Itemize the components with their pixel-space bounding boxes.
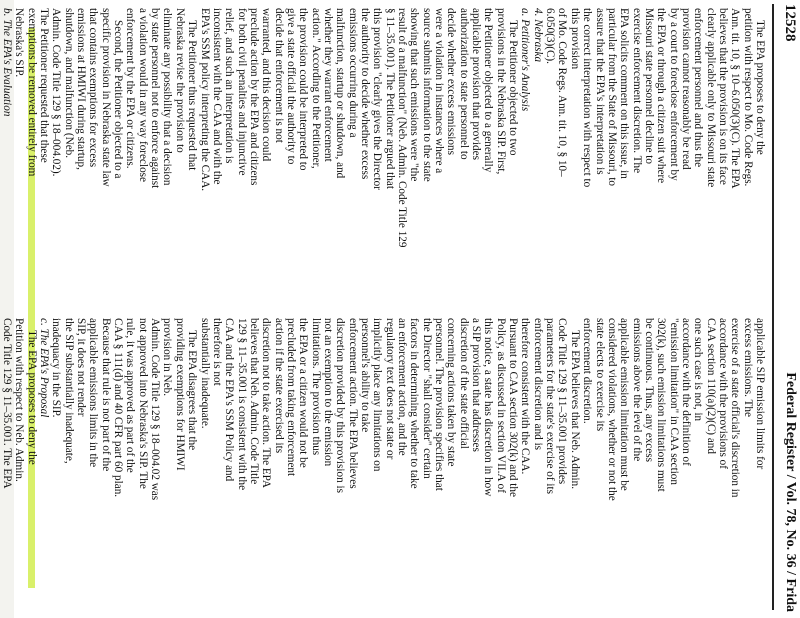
- right-column-line: one such case is not, in: [692, 318, 705, 422]
- right-column-line: Pursuant to CAA section 302(k) and the: [507, 318, 520, 497]
- left-column-line: Nebraska's SIP.: [13, 8, 26, 78]
- left-column-line: a violation would in any way foreclose: [136, 8, 149, 182]
- left-column-line: applicable provision that provides: [470, 8, 483, 160]
- left-column-line: the authority to decide whether excess: [359, 8, 371, 180]
- right-column-line: action if the state exercised its: [272, 318, 285, 454]
- left-column-line: Missouri state personnel decline to: [642, 8, 655, 164]
- left-column-line: enforcement by the EPA or citizens.: [124, 8, 137, 169]
- left-column-line: by a court to foreclose enforcement by: [667, 8, 680, 181]
- left-column-line: EPA's SSM policy interpreting the CAA.: [198, 8, 211, 192]
- left-column-line: petition with respect to Mo. Code Regs.: [741, 8, 754, 187]
- left-column-line: emissions at HMIWI during startup,: [75, 8, 88, 170]
- left-column-line: provision cannot reasonably be read: [679, 8, 692, 170]
- right-column-line: SIP, it does not render: [75, 318, 88, 417]
- right-column-line: the SIP substantially inadequate,: [62, 318, 75, 464]
- right-column-line: emissions above the level of the: [630, 318, 643, 462]
- right-column-line: applicable emissions limits in the: [87, 318, 100, 468]
- left-column-line: result of a malfunction" (Neb. Admin. Code Title 129: [396, 8, 409, 248]
- right-column-line: providing exemptions for HMIWI: [173, 318, 186, 471]
- left-column-line: clearly applicable only to Missouri state: [704, 8, 717, 188]
- right-column-line: CAA section 110(a)(2)(C) and: [704, 318, 717, 454]
- right-column-line: the EPA or a citizen would not be: [297, 318, 310, 468]
- left-column-line: decide that enforcement is not: [272, 8, 285, 143]
- right-column-line: applicable SIP emission limits for: [754, 318, 766, 470]
- left-column-line: relief, and such an interpretation is: [223, 8, 236, 164]
- right-column-line: not an exemption to the emission: [321, 318, 334, 467]
- right-column-line: provision in Neb.: [161, 318, 174, 396]
- right-column-line: limitations. The provision thus: [309, 318, 322, 456]
- right-column-line: considered violations, whether or not the: [605, 318, 618, 501]
- right-column-line: 302(k), such emission limitations must: [655, 318, 668, 492]
- right-column-line: parameters for the state's exercise of its: [544, 318, 557, 494]
- right-column-line: rule, it was approved as part of the: [124, 318, 137, 473]
- left-column-line: provisions in the Nebraska SIP. First,: [494, 8, 507, 175]
- right-column-line: personnel. The provision specifies that: [433, 318, 446, 491]
- left-column-heading: a. Petitioner's Analysis: [519, 8, 532, 112]
- right-column-line: the Director "shall consider" certain: [420, 318, 433, 479]
- left-column-line: Admin. Code Title 129 § 18–004.02).: [50, 8, 63, 177]
- left-column-line: The EPA proposes to deny the: [754, 20, 766, 155]
- left-column-line: [0, 8, 1, 308]
- right-column-line: discretion not to take action. The EPA: [260, 318, 273, 488]
- right-column-line: implicitly place any limitations on: [371, 318, 384, 472]
- header-rule: [772, 4, 774, 610]
- right-column-line: Code Title 129 § 11–35.001 provides: [556, 318, 569, 485]
- left-column-line: by state personnel not to enforce against: [149, 8, 162, 189]
- right-column-line: factors in determining whether to take: [408, 318, 421, 489]
- left-column-line: were a violation in instances where a: [433, 8, 446, 174]
- right-column-line: Because that rule is not part of the: [99, 318, 112, 472]
- right-column-line: believes that Neb. Admin. Code Title: [247, 318, 260, 485]
- right-column-line: discretion provided by this provision is: [334, 318, 347, 493]
- right-column-line: a SIP provision that addresses: [470, 318, 483, 452]
- left-column-line: emissions occurring during a: [346, 8, 359, 138]
- right-column-line: an enforcement action, and the: [396, 318, 409, 456]
- right-column-line: excess emissions. The: [741, 318, 754, 417]
- left-column-line: shutdown, and malfunction (Neb.: [62, 8, 75, 159]
- right-column-line: enforcement discretion.: [581, 318, 594, 424]
- left-column-line: The Petitioner requested that these: [38, 8, 51, 163]
- left-column-line: whether they warrant enforcement: [321, 8, 334, 162]
- right-column-line: exercise of a state official's discretion in: [729, 318, 742, 498]
- left-column-line: the Petitioner objected to a generally: [482, 8, 495, 173]
- right-column-line: The EPA proposes to deny the: [25, 330, 38, 465]
- left-column-line: enforcement personnel and thus the: [692, 8, 705, 168]
- left-column-heading: b. The EPA's Evaluation: [1, 8, 14, 117]
- right-column-heading: c. The EPA's Proposal: [38, 318, 51, 418]
- left-column-line: source submits information to the state: [420, 8, 433, 182]
- left-column-line: decide whether excess emissions: [445, 8, 458, 155]
- left-column-line: action." According to the Petitioner,: [309, 8, 322, 169]
- left-column-line: that contains exemptions for excess: [87, 8, 100, 168]
- left-column-line: Ann. tit. 10, § 10–6.050(3)(C). The EPA: [729, 8, 742, 189]
- left-column-line: the EPA or through a citizen suit where: [655, 8, 668, 184]
- right-column-line: accordance with the provisions of: [716, 318, 729, 469]
- left-column-line: specific provision in Nebraska state law: [99, 8, 112, 187]
- left-column-line: § 11–35.001). The Petitioner argued that: [383, 8, 396, 189]
- left-column-line: exemptions be removed entirely from: [25, 8, 38, 177]
- left-column-line: Second, the Petitioner objected to a: [112, 20, 125, 179]
- left-column-line: eliminate any possibility that a decision: [161, 8, 174, 186]
- left-column-line: the correct interpretation with respect to: [581, 8, 594, 188]
- right-column-line: CAA and the EPA's SSM Policy and: [223, 318, 236, 482]
- right-column-line: substantially inadequate.: [198, 318, 211, 429]
- right-column-line: The EPA disagrees that the: [186, 330, 199, 451]
- right-column-line: accordance with the definition of: [679, 318, 692, 466]
- left-column-line: exercise enforcement discretion. The: [630, 8, 643, 174]
- left-column-line: for both civil penalties and injunctive: [235, 8, 248, 176]
- right-column-line: Code Title 129 § 11–35.001. The EPA: [1, 318, 14, 489]
- left-column-line: of Mo. Code Regs. Ann. tit. 10, § 10–: [556, 8, 569, 177]
- right-column-line: this notice, a state has discretion in how: [482, 318, 495, 497]
- right-column-line: precluded from taking enforcement: [284, 318, 297, 477]
- left-column-line: inconsistent with the CAA and with the: [210, 8, 223, 185]
- right-column-line: The EPA believes that Neb. Admin.: [568, 330, 581, 489]
- page-header: [776, 4, 800, 614]
- left-column-line: preclude action by the EPA and citizens: [247, 8, 260, 186]
- right-column-line: CAA § 111(d) and 40 CFR part 60 plan.: [112, 318, 125, 498]
- right-column-line: not approved into Nebraska's SIP. The: [136, 318, 149, 489]
- left-column-line: authorization to state personnel to: [457, 8, 470, 160]
- right-column-line: therefore is not: [210, 318, 223, 386]
- left-column-line: warranted, and this decision could: [260, 8, 273, 162]
- right-column-line: personnel's ability to take: [359, 318, 371, 433]
- right-column-line: 129 § 11–35.001 is consistent with the: [235, 318, 248, 491]
- right-column-line: discretion of the state official: [457, 318, 470, 449]
- right-column-line: Policy, as discussed in section VII.A of: [494, 318, 507, 493]
- right-column-line: enforcement discretion and is: [531, 318, 544, 451]
- left-column-line: 6.050(3)(C).: [544, 8, 557, 64]
- right-column: [1, 318, 766, 618]
- left-column: [1, 8, 766, 308]
- right-column-line: enforcement action. The EPA believes: [346, 318, 359, 489]
- left-column-line: give a state official the authority to: [284, 8, 297, 165]
- right-column-line: state elects to exercise its: [593, 318, 606, 432]
- right-column-line: therefore consistent with the CAA.: [519, 318, 532, 475]
- running-title: Federal Register / Vol. 78, No. 36 / Frida: [783, 372, 798, 612]
- right-column-line: be continuous. Thus, any excess: [642, 318, 655, 462]
- left-column-line: believes that the provision is on its face: [716, 8, 729, 185]
- page-number: 12528: [782, 4, 798, 42]
- left-column-line: showing that such emissions were "the: [408, 8, 421, 182]
- right-column-line: Petition with respect to Neb. Admin.: [13, 318, 26, 482]
- right-column-line: regulatory text does not state or: [383, 318, 396, 460]
- right-column-line: applicable emission limitation must be: [618, 318, 631, 491]
- right-column-line: "emission limitation" in CAA section: [667, 318, 680, 485]
- left-column-line: The Petitioner objected to two: [507, 20, 520, 156]
- left-column-line: the provision could be interpreted to: [297, 8, 310, 171]
- left-column-line: EPA solicits comment on this issue, in: [618, 8, 631, 179]
- left-column-line: malfunction, startup or shutdown, and: [334, 8, 347, 179]
- right-column-line: Admin. Code Title 129 § 18–004.02 was: [149, 318, 162, 501]
- right-column-line: inadequacy in the SIP.: [50, 318, 63, 418]
- left-column-line: this provision "clearly gives the Director: [371, 8, 384, 190]
- left-column-line: this provision: [568, 8, 581, 70]
- left-column-heading: 4. Nebraska: [531, 8, 544, 63]
- left-column-line: The Petitioner thus requested that: [186, 20, 199, 171]
- left-column-line: Nebraska revise the provision to: [173, 8, 186, 153]
- left-column-line: particular from the State of Missouri, to: [605, 8, 618, 187]
- left-column-line: assure that the EPA's interpretation is: [593, 8, 606, 175]
- right-column-line: concerning actions taken by state: [445, 318, 458, 467]
